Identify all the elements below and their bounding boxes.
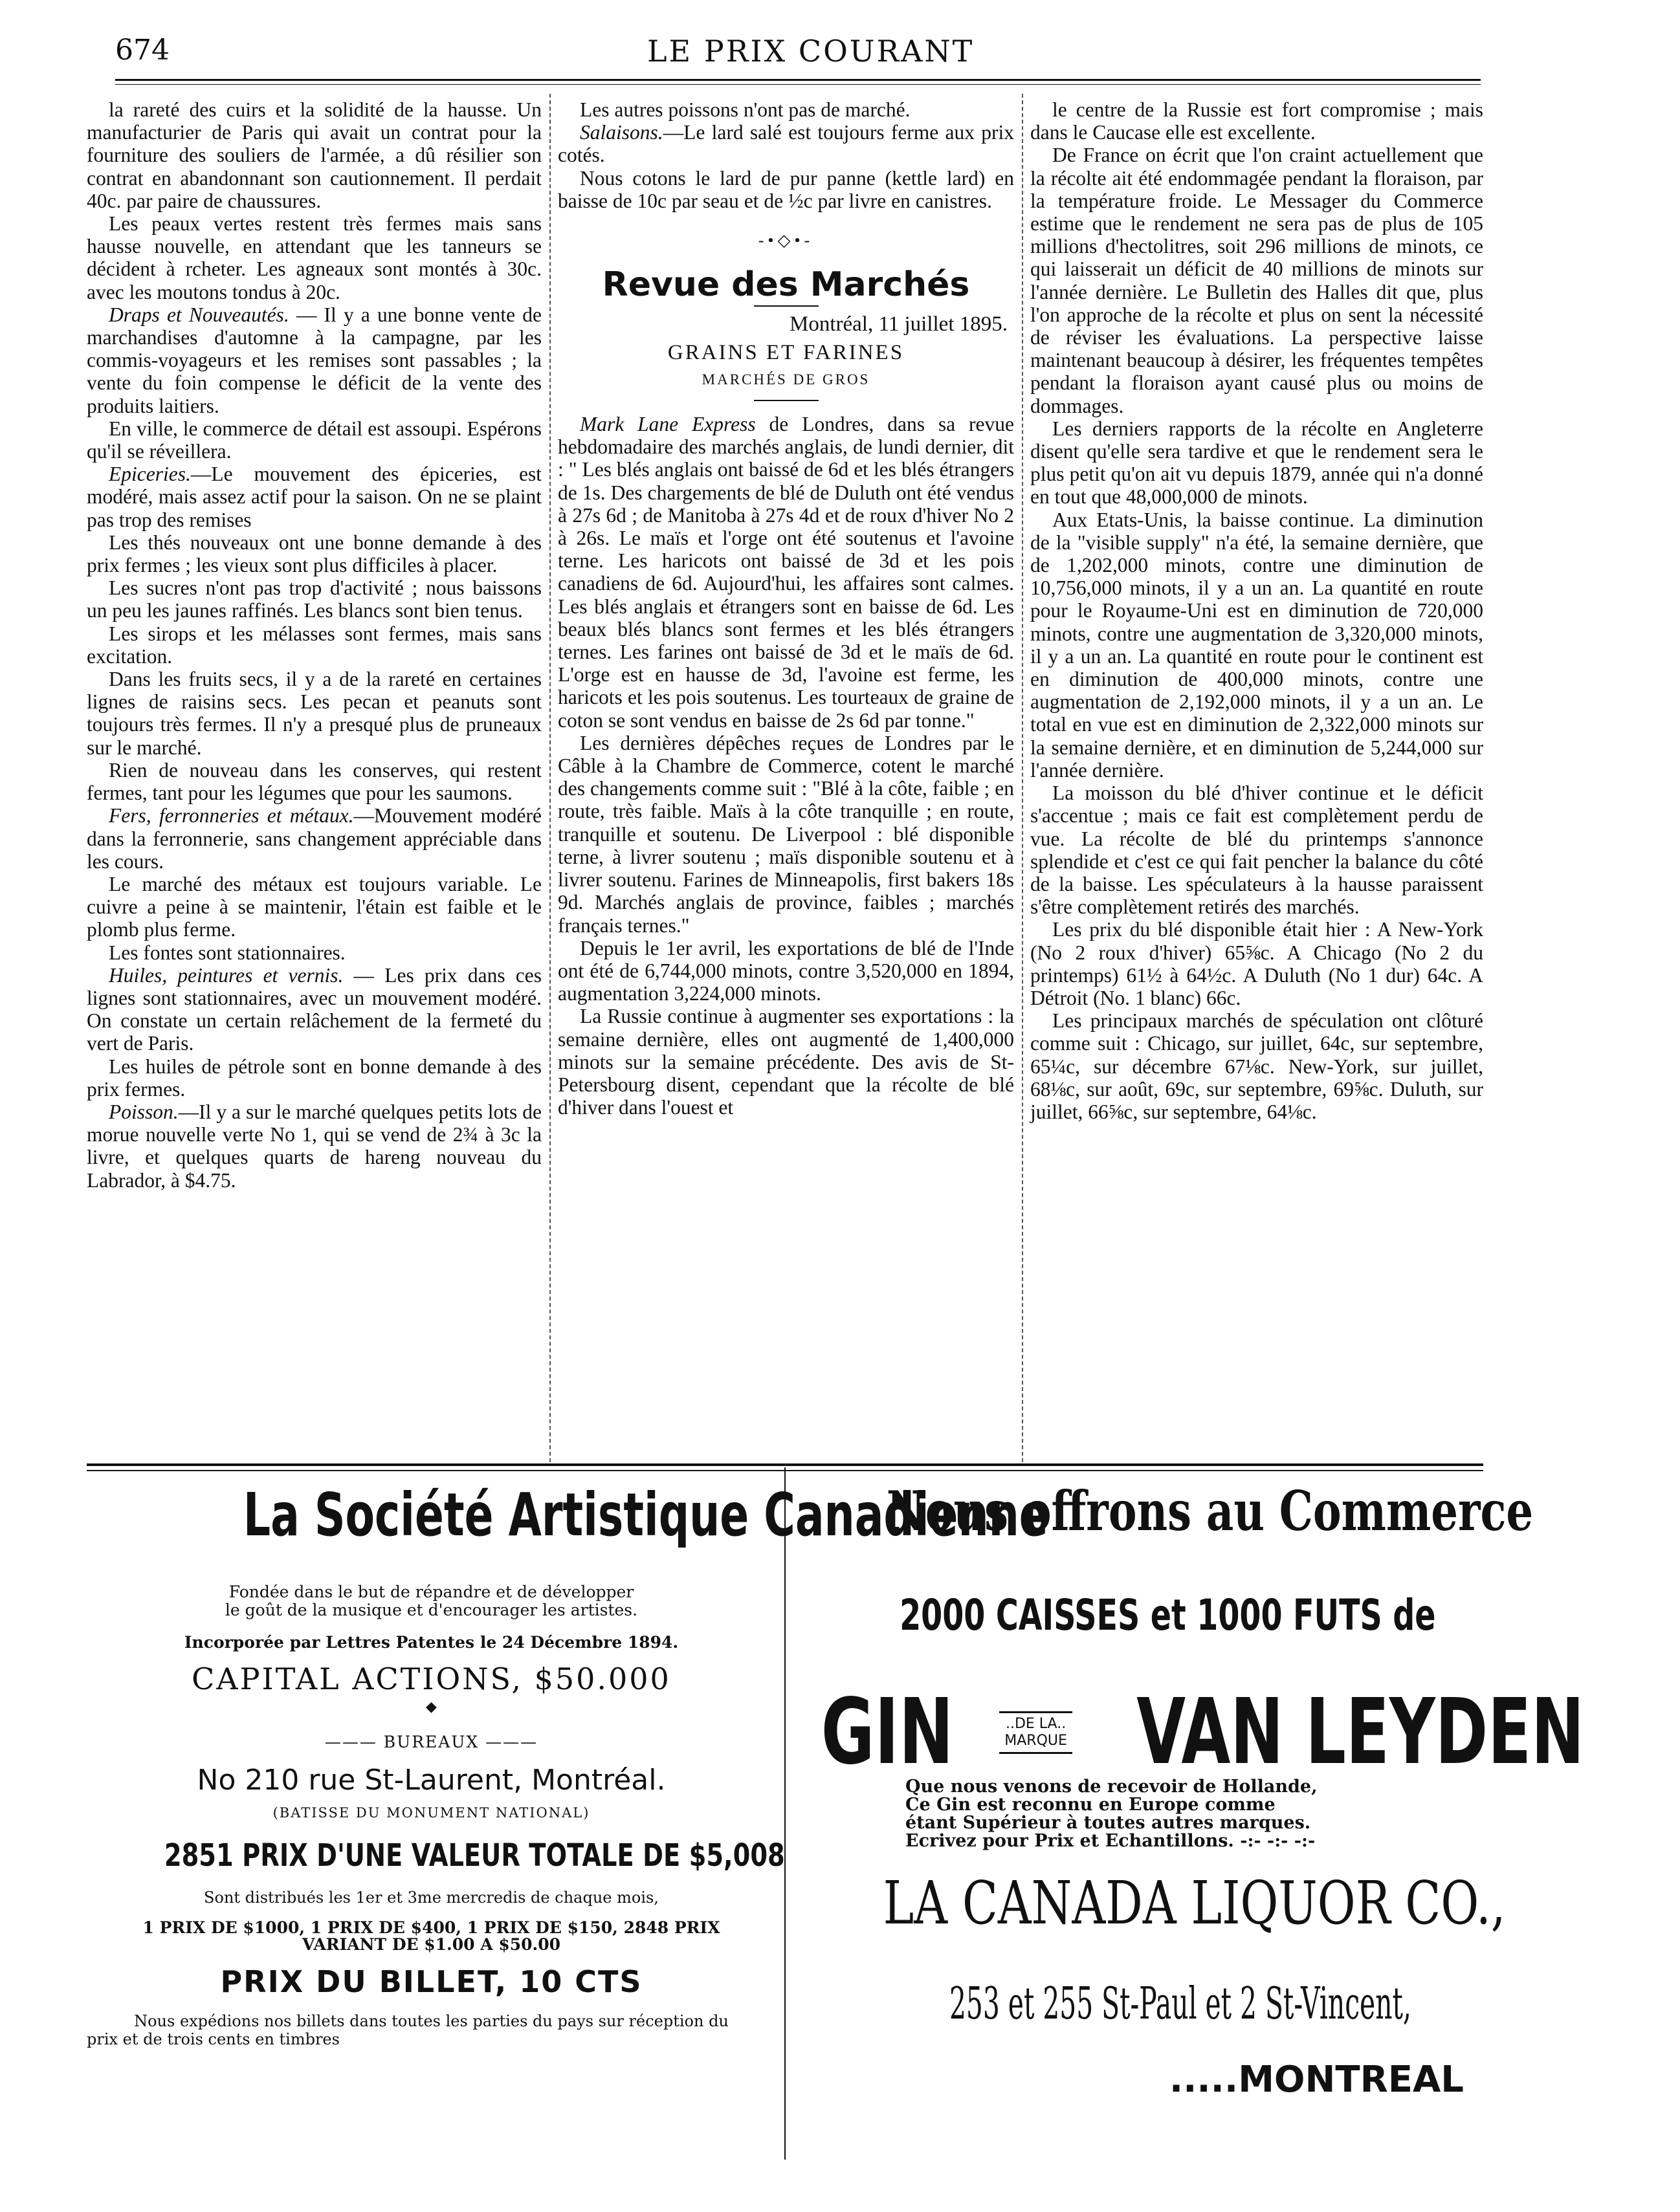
paragraph-text: le centre de la Russie est fort compromise ; mais dans le Caucase elle est excellente. — [1030, 98, 1483, 144]
ad-right-address: 253 et 255 St-Paul et 2 St-Vincent, — [949, 1978, 1411, 2030]
paragraph-text: Les fontes sont stationnaires. — [109, 941, 346, 964]
article-column-1 — [87, 98, 542, 1457]
revue-title: Revue des Marchés — [602, 265, 970, 305]
paragraph — [1030, 417, 1483, 509]
ad-left-address: No 210 rue St-Laurent, Montréal. — [197, 1764, 666, 1797]
paragraph — [87, 941, 542, 964]
ad-van-leyden-gin — [795, 1467, 1585, 2166]
paragraph-text: Les peaux vertes restent très fermes mais sans hausse nouvelle, en attendant que les tanneurs se décident à rcheter. Les agneaux sont montés à 30c. avec les moutons tondus à 20c. — [87, 212, 542, 303]
paragraph — [558, 732, 1014, 937]
ad-left-prizes: 2851 PRIX D'UNE VALEUR TOTALE DE $5,008 — [164, 1837, 785, 1874]
paragraph — [558, 937, 1014, 1005]
paragraph — [87, 622, 542, 668]
paragraph-lead: Draps et Nouveautés. — [109, 303, 289, 326]
paragraph — [87, 212, 542, 303]
paragraph — [87, 1101, 542, 1192]
paragraph — [87, 668, 542, 759]
dateline: Montréal, 11 juillet 1895. — [790, 312, 1008, 336]
advertisements — [87, 1467, 1585, 2166]
page-number: 674 — [115, 34, 170, 67]
paragraph-text: de Londres, dans sa revue hebdomadaire des marchés anglais, de lundi dernier, dit : " Les blés anglais ont baissé de 6d et les blés étrangers de 1s. Des chargements de blé de Duluth ont été vendus à 27s 6d ; de Manitoba à 27s 4d et de roux d'hiver No 2 à 26s. Le maïs et l'orge ont été soutenus et l'avoine terne. Les haricots ont baissé de 3d et les pois canadiens de 6d. Aujourd'hui, les affaires sont calmes. Les blés anglais et étrangers sont en baisse de 6d. Les beaux blés blancs sont fermes et les blés étrangers ternes. Les farines ont baissé de 3d et le maïs de 6d. L'orge est en hausse de 3d, l'avoine est ferme, les haricots et les pois soutenus. Les tourteaux de graine de coton se sont vendus en baisse de 2s 6d par tonne." — [558, 413, 1014, 732]
paragraph-lead: Fers, ferronneries et métaux. — [109, 804, 354, 827]
paragraph — [87, 417, 542, 463]
column-divider-2 — [1022, 94, 1023, 1462]
paragraph — [87, 98, 542, 212]
paragraph — [1030, 918, 1483, 1009]
paragraph-text: Les sucres n'ont pas trop d'activité ; nous baissons un peu les jaunes raffinés. Les blancs sont bien tenus. — [87, 576, 542, 622]
paragraph-text: Rien de nouveau dans les conserves, qui restent fermes, tant pour les légumes que pour les saumons. — [87, 758, 542, 805]
paragraph-text: En ville, le commerce de détail est assoupi. Espérons qu'il se réveillera. — [87, 417, 542, 463]
paragraph-text: la rareté des cuirs et la solidité de la hausse. Un manufacturier de Paris qui avait un contrat pour la fourniture des souliers de l'armée, a dû résilier son contrat en abandonnant son cautionnement. Il perdait 40c. par paire de chaussures. — [87, 98, 542, 212]
paragraph-text: Les sirops et les mélasses sont fermes, mais sans excitation. — [87, 622, 542, 668]
paragraph-text: Dans les fruits secs, il y a de la rareté en certaines lignes de raisins secs. Les pecan et peanuts sont toujours très fermes. Il n'y a presqué plus de pruneaux sur le marché. — [87, 668, 542, 759]
article-column-3 — [1030, 98, 1483, 1457]
paragraph-text: Les huiles de pétrole sont en bonne demande à des prix fermes. — [87, 1055, 542, 1101]
header-rule-thin — [115, 84, 1481, 85]
ad-left-draws: Sont distribués les 1er et 3me mercredis de chaque mois, — [204, 1889, 659, 1907]
paragraph — [558, 121, 1014, 166]
paragraph — [87, 804, 542, 873]
title-rule — [754, 305, 819, 307]
paragraph-text: —Il y a sur le marché quelques petits lots de morue nouvelle verte No 1, qui se vend de 2¾ à 3c la livre, et quelques quarts de hareng nouveau du Labrador, à $4.75. — [87, 1100, 542, 1192]
ads-divider — [784, 1467, 786, 2160]
paragraph-text: Nous cotons le lard de pur panne (kettle lard) en baisse de 10c par seau et de ½c par livre en canistres. — [558, 166, 1014, 212]
paragraph-text: —Le mouvement des épiceries, est modéré, mais assez actif pour la saison. On ne se plaint pas trop des remises — [87, 463, 542, 531]
paragraph — [87, 531, 542, 576]
ads-rule-top — [87, 1463, 1483, 1466]
paragraph — [87, 759, 542, 804]
ad-right-heading: Nous offrons au Commerce — [886, 1479, 1534, 1543]
paragraph-lead: Huiles, peintures et vernis. — [109, 963, 344, 987]
paragraph-text: Depuis le 1er avril, les exportations de blé de l'Inde ont été de 6,744,000 minots, contre 3,520,000 en 1894, augmentation 3,224,000 minots. — [558, 936, 1014, 1005]
paragraph — [1030, 144, 1483, 417]
ad-right-desc-2: Ce Gin est reconnu en Europe comme — [905, 1795, 1276, 1815]
ad-left-bureaux: ——— BUREAUX ——— — [324, 1733, 538, 1751]
ad-right-desc-4: Ecrivez pour Prix et Echantillons. -:- -:- -:- — [905, 1831, 1316, 1851]
ad-left-prize-list-1: 1 PRIX DE $1000, 1 PRIX DE $400, 1 PRIX DE $150, 2848 PRIX — [142, 1918, 720, 1937]
paragraph-text: — Il y a une bonne vente de marchandises d'automne à la campagne, par les commis-voyageurs et les remises sont passables ; la vente du foin compense le déficit de la vente des produits laitiers. — [87, 303, 542, 417]
paragraph-text: La moisson du blé d'hiver continue et le déficit s'accentue ; mais ce fait est complètement perdu de vue. La récolte de blé du printemps s'annonce splendide et c'est ce qui fait pencher la balance du côté de la baisse. Les spéculateurs à la hausse paraissent s'être complètement retirés des marchés. — [1030, 782, 1483, 919]
column-2-top — [558, 98, 1014, 212]
section-heading: GRAINS ET FARINES — [667, 340, 905, 364]
paragraph-text: —Le lard salé est toujours ferme aux prix cotés. — [558, 121, 1014, 167]
ad-left-title: La Société Artistique Canadienne — [243, 1480, 1048, 1549]
paragraph-text: Le marché des métaux est toujours variable. Le cuivre a peine à se maintenir, l'étain est faible et le plomb plus ferme. — [87, 872, 542, 941]
paragraph-text: Aux Etats-Unis, la baisse continue. La diminution de la "visible supply" n'a été, la semaine dernière, que de 1,202,000 minots, contre une diminution de 10,756,000 minots, il y a un an. La quantité en route pour le Royaume-Uni est en diminution de 720,000 minots, contre une augmentation de 3,320,000 minots, il y a un an. La quantité en route pour le continent est en diminution de 400,000 minots, contre une augmentation de 2,192,000 minots, il y a un an. Le total en vue est en diminution de 2,322,000 minots sur la semaine dernière, et en diminution de 5,244,000 sur l'année dernière. — [1030, 508, 1483, 782]
paragraph-text: Les thés nouveaux ont une bonne demande à des prix fermes ; les vieux sont plus difficiles à placer. — [87, 531, 542, 577]
subsection-heading: MARCHÉS DE GROS — [702, 371, 870, 388]
paragraph-text: Les dernières dépêches reçues de Londres par le Câble à la Chambre de Commerce, cotent le marché des changements comme suit : "Blé à la côte, faible ; en route, très faible. Maïs à la côte tranquille ; en route, tranquille et soutenu. De Liverpool : blé disponible terne, à livrer soutenu ; maïs disponible soutenu et à livrer soutenu. Farines de Minneapolis, first bakers 18s 9d. Marchés anglais de province, faibles ; marchés français ternes." — [558, 731, 1014, 937]
article-column-2 — [558, 98, 1014, 1457]
ad-left-founded-2: le goût de la musique et d'encourager les artistes. — [225, 1601, 638, 1619]
paragraph-text: Les autres poissons n'ont pas de marché. — [580, 98, 911, 121]
paragraph-text: Les principaux marchés de spéculation ont clôturé comme suit : Chicago, sur juillet, 64c, sur septembre, 65¼c, sur décembre 67⅛c. New-York, sur juillet, 68⅛c, sur août, 69c, sur septembre, 69⅝c. Duluth, sur juillet, 66⅝c, sur septembre, 64⅛c. — [1030, 1009, 1483, 1123]
paragraph — [558, 98, 1014, 121]
ad-left-ticket-price: PRIX DU BILLET, 10 CTS — [220, 1964, 643, 1999]
paragraph-text: — Les prix dans ces lignes sont stationnaires, avec un mouvement modéré. On constate un certain relâchement de la fermeté du vert de Paris. — [87, 963, 542, 1055]
paragraph — [87, 576, 542, 622]
paragraph-text: —Mouvement modéré dans la ferronnerie, sans changement appréciable dans les cours. — [87, 804, 542, 873]
paragraph-text: Les prix du blé disponible était hier : A New-York (No 2 roux d'hiver) 65⅝c. A Chicago (No 2 du printemps) 61½ à 64½c. A Duluth (No 1 dur) 64c. A Détroit (No. 1 blanc) 66c. — [1030, 918, 1483, 1009]
ad-right-company: LA CANADA LIQUOR CO., — [883, 1868, 1506, 1938]
paragraph-lead: Epiceries. — [109, 463, 191, 486]
paragraph — [1030, 782, 1483, 918]
ad-left-capital: CAPITAL ACTIONS, $50.000 — [192, 1661, 671, 1696]
paragraph-text: Les derniers rapports de la récolte en Angleterre disent qu'elle sera tardive et que le rendement sera le plus petit qu'on ait vu depuis 1879, année qui n'a donné en tout que 48,000,000 de minots. — [1030, 417, 1483, 509]
ad-right-desc-1: Que nous venons de recevoir de Hollande, — [905, 1777, 1318, 1797]
paragraph — [1030, 509, 1483, 782]
column-divider-1 — [549, 94, 551, 1462]
page-header — [0, 0, 1531, 78]
paragraph — [87, 303, 542, 417]
paragraph-text: De France on écrit que l'on craint actuellement que la récolte ait été endommagée pendant la floraison, par la température froide. Le Messager du Commerce estime que le rendement ne sera pas de plus de 105 millions d'hectolitres, soit 296 millions de minots, ce qui laisserait un déficit de 40 millions de minots sur l'année dernière. Le Bulletin des Halles dit que, plus l'on approche de la récolte et plus on sent la nécessité de réviser les évaluations. La perspective laisse maintenant beaucoup à désirer, les fréquentes tempêtes pendant la floraison ayant causé plus ou moins de dommages. — [1030, 144, 1483, 417]
ad-left-founded: Fondée dans le but de répandre et de développer — [228, 1582, 634, 1601]
paragraph-lead: Salaisons. — [580, 121, 663, 144]
section-ornament: -•◇•- — [758, 231, 814, 250]
paragraph — [87, 1055, 542, 1101]
ad-left-shipping-2: prix et de trois cents en timbres — [87, 2030, 340, 2048]
ad-left-prize-list-2: VARIANT DE $1.00 A $50.00 — [302, 1935, 561, 1954]
ad-left-building: (BATISSE DU MONUMENT NATIONAL) — [272, 1805, 590, 1821]
ad-right-desc-3: étant Supérieur à toutes autres marques. — [905, 1813, 1311, 1833]
paragraph — [1030, 1009, 1483, 1123]
header-rule — [115, 79, 1481, 81]
gin-word: GIN — [821, 1680, 954, 1785]
column-2-bottom — [558, 413, 1014, 1119]
paragraph-lead: Poisson. — [109, 1100, 179, 1123]
subsection-rule — [754, 400, 819, 401]
de-la-marque: ..DE LA.. MARQUE — [999, 1711, 1072, 1754]
paragraph-text: La Russie continue à augmenter ses exportations : la semaine dernière, elles ont augmenté de 1,400,000 minots sur la semaine précédente. Des avis de St-Petersbourg disent, cependant que la récolte de blé d'hiver dans l'ouest et — [558, 1005, 1014, 1119]
ad-right-city: .....MONTREAL — [1169, 2059, 1464, 2101]
paragraph — [558, 413, 1014, 732]
paragraph-lead: Mark Lane Express — [580, 413, 756, 436]
paragraph — [558, 167, 1014, 212]
paragraph — [558, 1005, 1014, 1119]
ad-right-gin-brand — [795, 1680, 1585, 1785]
ad-left-incorporated: Incorporée par Lettres Patentes le 24 Décembre 1894. — [184, 1633, 679, 1652]
ad-left-shipping-1: Nous expédions nos billets dans toutes les parties du pays sur réception du — [134, 2012, 729, 2030]
brand-name: VAN LEYDEN — [1136, 1680, 1585, 1785]
paragraph — [1030, 98, 1483, 144]
paragraph — [87, 964, 542, 1055]
decorative-ornament: ◆ — [426, 1699, 437, 1715]
paragraph — [87, 463, 542, 531]
paragraph — [87, 873, 542, 941]
ad-right-quantity: 2000 CAISSES et 1000 FUTS de — [900, 1590, 1436, 1640]
journal-title: LE PRIX COURANT — [647, 34, 975, 69]
